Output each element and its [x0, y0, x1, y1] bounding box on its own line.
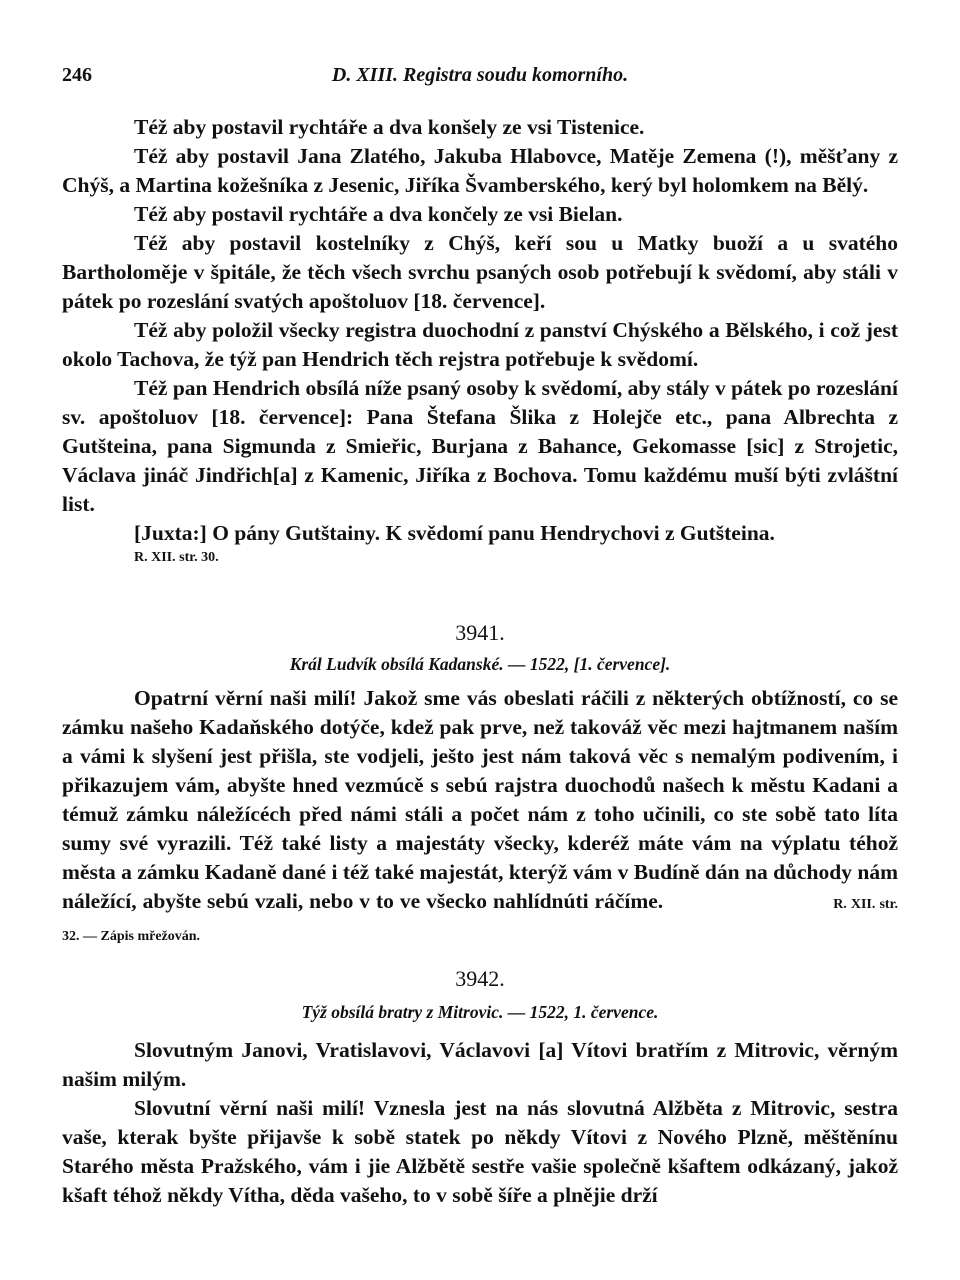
- source-reference: R. XII. str. 30.: [134, 550, 219, 565]
- document-3941-body: [62, 684, 898, 951]
- source-reference: R. XII. str. 32. — Zápis mřežován.: [62, 897, 898, 944]
- paragraph: [Juxta:] O pány Gutštainy. K svědomí panu Hendrychovi z Gutšteina.: [134, 521, 775, 545]
- paragraph: Též aby postavil rychtáře a dva konšely ze vsi Tistenice.: [134, 115, 645, 139]
- running-title: D. XIII. Registra soudu komorního.: [331, 64, 629, 86]
- document-3942-body: [62, 1036, 898, 1210]
- paragraph: Též aby postavil rychtáře a dva končely ze vsi Bielan.: [134, 202, 623, 226]
- paragraph: Slovutní věrní naši milí! Vznesla jest na nás slovutná Alžběta z Mitrovic, sestra vaše, kterak byšte přijavše k sobě statek po někdy Vítovi z Nového Plzně, měštěnínu Starého města Pražského, vám i jie Alžbětě sestře vašie společně kšaftem odkázaný, jakož kšaft téhož někdy Vítha, děda vašeho, to v sobě šíře a plnějie drží: [62, 1096, 898, 1207]
- paragraph: Též aby položil všecky registra duochodní z panství Chýského a Bělského, i což jest okolo Tachova, že týž pan Hendrich těch rejstra potřebuje k svědomí.: [62, 318, 898, 371]
- document-heading: Týž obsílá bratry z Mitrovic. — 1522, 1. července.: [301, 1002, 659, 1022]
- paragraph: Též aby postavil Jana Zlatého, Jakuba Hlabovce, Matěje Zemena (!), měšťany z Chýš, a Martina kožešníka z Jesenic, Jiříka Švamberského, kerý byl holomkem na Bělý.: [62, 144, 898, 197]
- paragraph: [62, 684, 898, 951]
- document-heading: Král Ludvík obsílá Kadanské. — 1522, [1. července].: [289, 654, 671, 674]
- running-header: [62, 64, 898, 92]
- paragraph-text: Opatrní věrní naši milí! Jakož sme vás obeslati ráčili z některých obtížností, co se zámku našeho Kadaňského dotýče, kdež pak prve, než takováž věc mezi hajtmanem naším a vámi k slyšení jest přišla, ste vodjeli, ješto jest nám taková věc s nemalým podivením, i přikazujem vám, abyšte hned vezmúcě s sebú rajstra duochodů našech k městu Kadani a témuž zámku náležícéch před námi stáli a počet nám z toho učinili, co ste sobě tato líta sumy své vyrazili. Též také listy a majestáty všecky, kderéž máte vám na výplatu téhož města a zámku Kadaně dané i též také majestát, kterýž vám v Budíně dán na důchody nám náležící, abyšte sebú vzali, nebo v to ve všecko nahlídnúti ráčíme.: [62, 686, 898, 913]
- paragraph: Též aby postavil kostelníky z Chýš, keří sou u Matky buoží a u svatého Bartholoměje v špitále, že těch všech svrchu psaných osob potřebují k svědomí, aby stáli v pátek po rozeslání svatých apoštoluov [18. července].: [62, 231, 898, 313]
- document-number: 3941.: [455, 620, 505, 645]
- document-number: 3942.: [455, 966, 505, 991]
- page-number: 246: [62, 64, 92, 86]
- paragraph: Slovutným Janovi, Vratislavovi, Václavovi [a] Vítovi bratřím z Mitrovic, věrným našim milým.: [62, 1038, 898, 1091]
- section-summons-list: [62, 113, 898, 568]
- paragraph: Též pan Hendrich obsílá níže psaný osoby k svědomí, aby stály v pátek po rozeslání sv. apoštoluov [18. července]: Pana Štefana Šlika z Holejče etc., pana Albrechta z Gutšteina, pana Sigmunda z Smieřic, Burjana z Bahance, Gekomasse [sic] z Strojetic, Václava jináč Jindřich[a] z Kamenic, Jiříka z Bochova. Tomu každému muší býti zvláštní list.: [62, 376, 898, 516]
